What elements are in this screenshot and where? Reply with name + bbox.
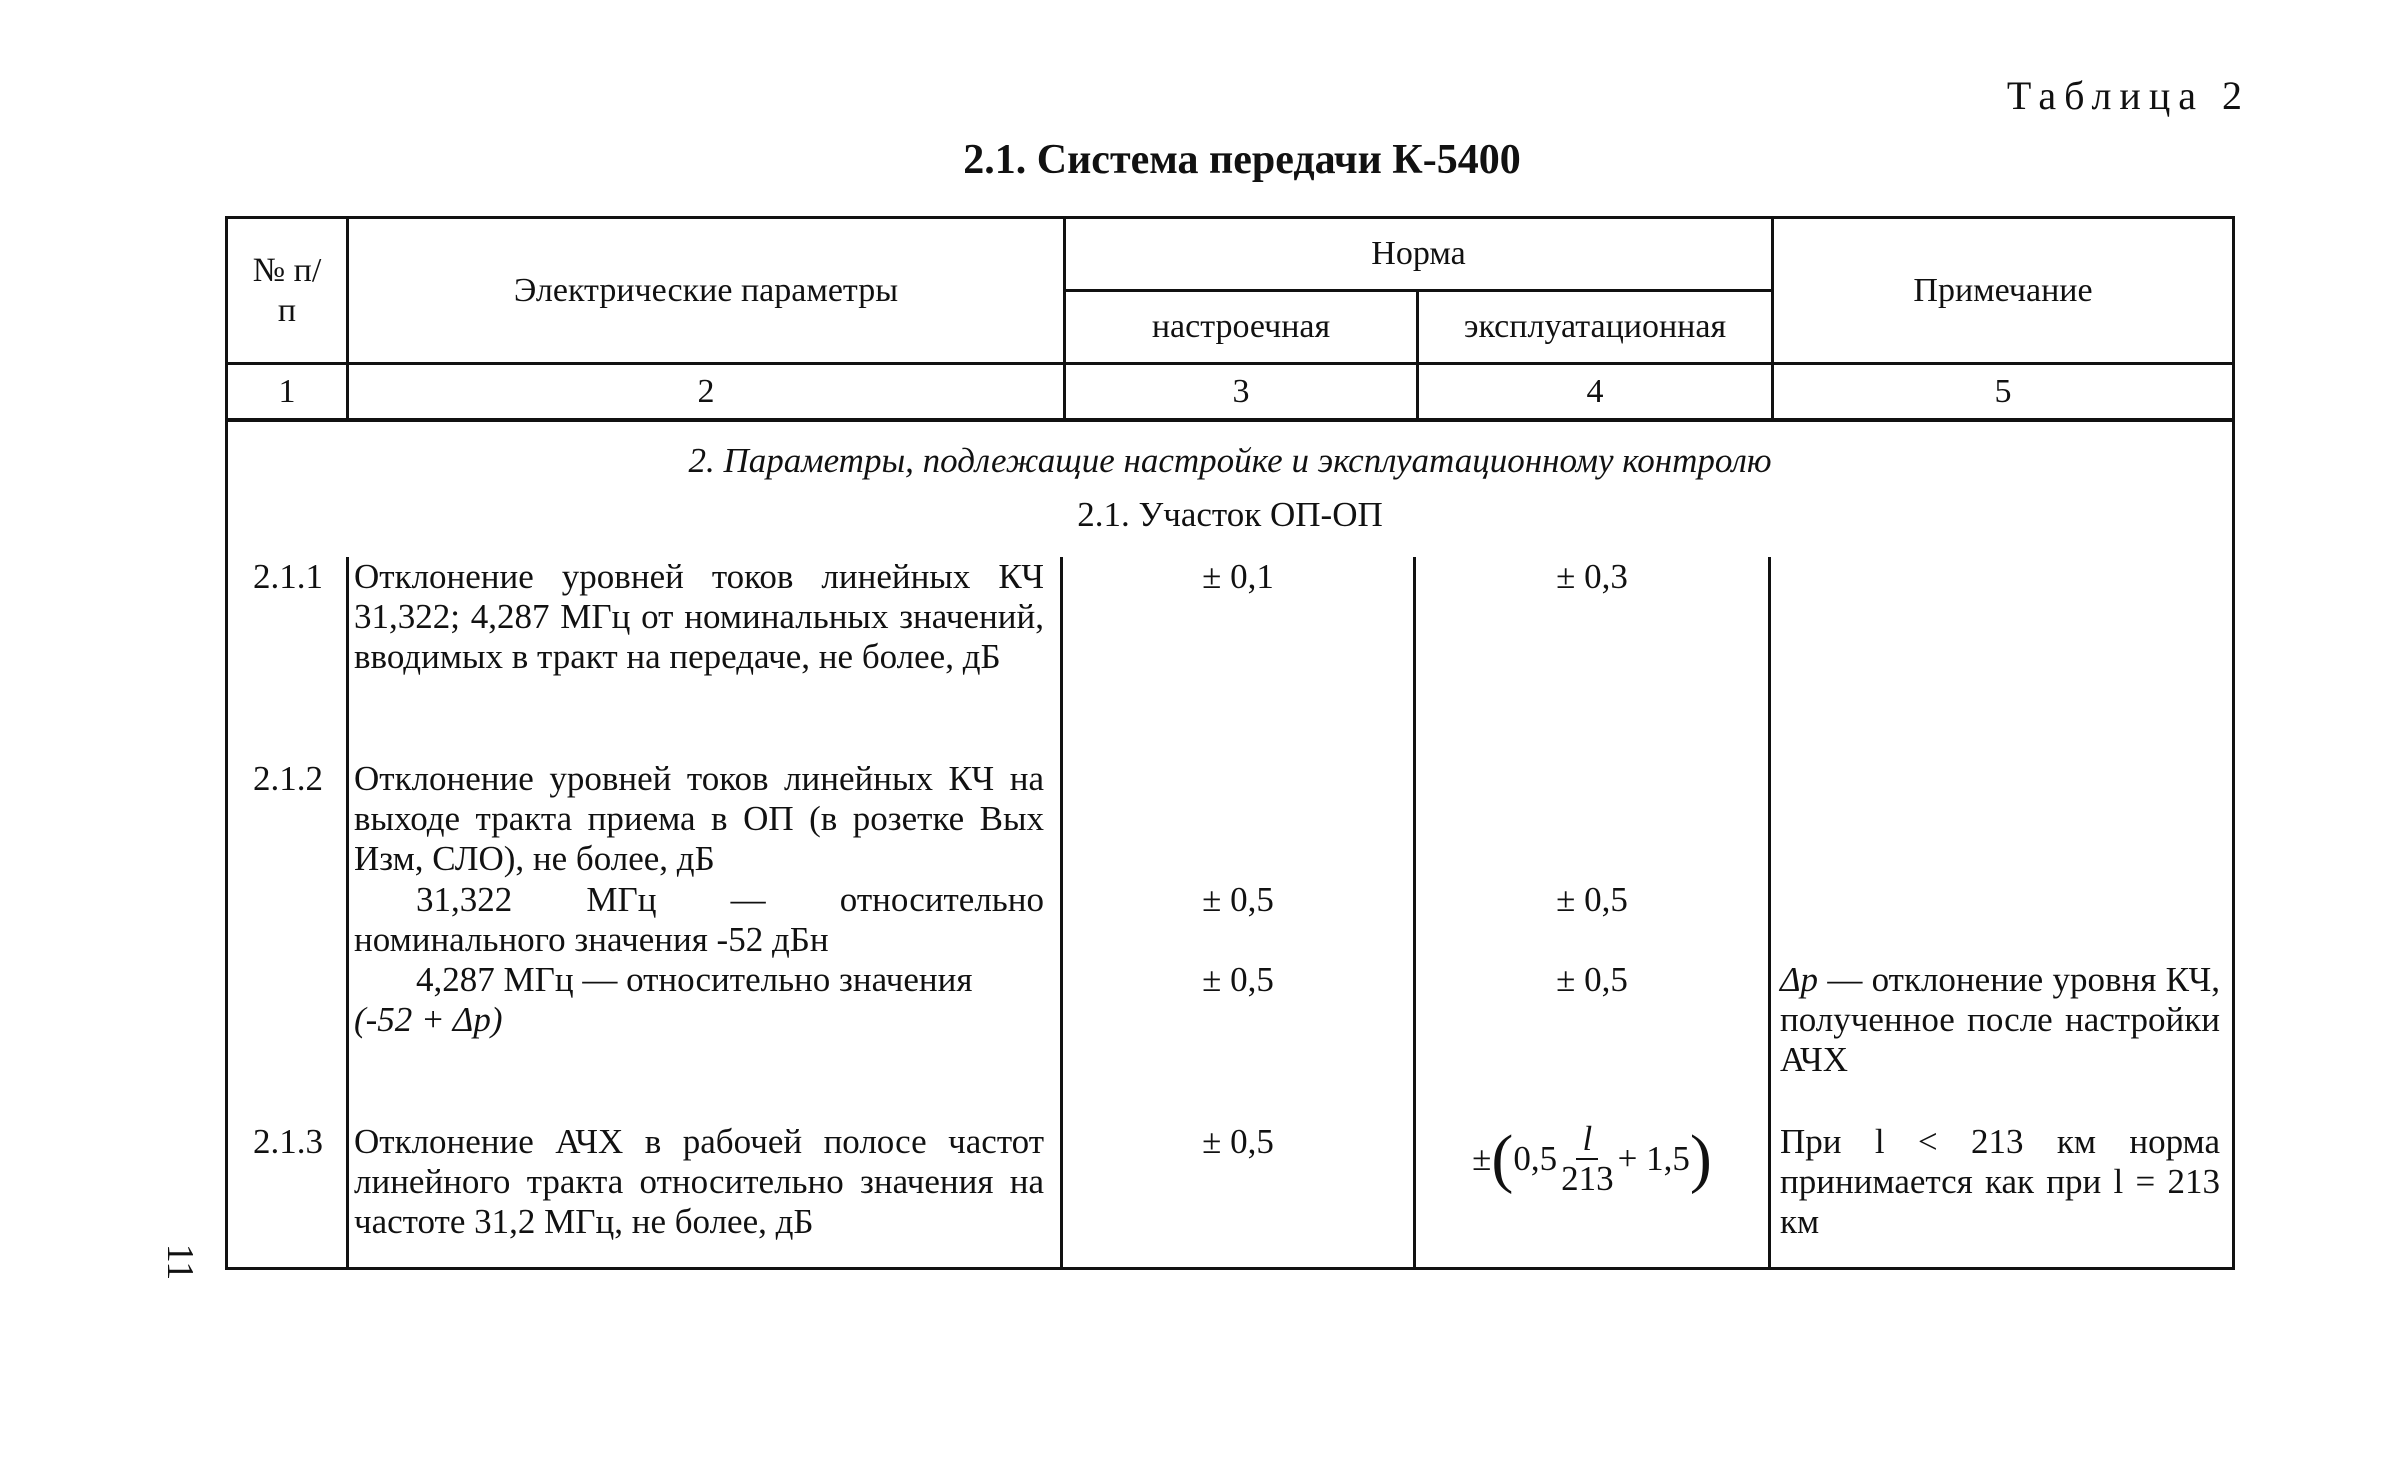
table-caption: Таблица 2 (2006, 73, 2250, 118)
row-2-1-1-number: 2.1.1 (253, 557, 323, 596)
formula-right-paren: ) (1689, 1122, 1712, 1195)
row-2-1-2-sub2-parameter (354, 960, 1044, 1000)
column-number-3: 3 (1232, 372, 1250, 410)
row-2-1-2-sub2-setup-norm: ± 0,5 (1202, 960, 1274, 999)
col-divider-4-body (1768, 557, 1771, 1269)
section-title: 2. Параметры, подлежащие настройке и эксплуатационному контролю (688, 441, 1772, 480)
column-numbers-bottom-line (228, 418, 2232, 422)
formula-coefficient: 0,5 (1513, 1139, 1558, 1178)
row-2-1-2-sub1-setup-norm: ± 0,5 (1202, 880, 1274, 919)
row-2-1-2-parameter: Отклонение уровней токов линейных КЧ на выходе тракта приема в ОП (в розетке Вых Изм, СЛО), не более, дБ (354, 759, 1044, 878)
formula-denominator: 213 (1561, 1159, 1614, 1198)
header-note: Примечание (1913, 271, 2093, 309)
row-2-1-1-operational-norm: ± 0,3 (1556, 557, 1628, 596)
parameters-table (225, 216, 2235, 1270)
formula-numerator: l (1576, 1120, 1598, 1160)
row-2-1-2-sub1-operational-norm: ± 0,5 (1556, 880, 1628, 919)
column-number-1: 1 (278, 372, 296, 410)
document-title: 2.1. Система передачи К-5400 (963, 137, 1521, 183)
row-2-1-3-parameter: Отклонение АЧХ в рабочей полосе частот линейного тракта относительно значения на частоте 31,2 МГц, не более, дБ (354, 1122, 1044, 1241)
column-number-5: 5 (1994, 372, 2012, 410)
header-norm-operational: эксплуатационная (1463, 307, 1727, 345)
page-number: 11 (159, 1243, 201, 1281)
formula-sign: ± (1472, 1139, 1492, 1178)
formula-fraction (1561, 1120, 1614, 1198)
header-norm: Норма (1371, 235, 1466, 272)
header-norm-setup: настроечная (1151, 307, 1331, 345)
row-2-1-2-sub2-formula: (-52 + Δp) (354, 1000, 503, 1039)
row-2-1-3-note: При l < 213 км норма принимается как при l = 213 км (1780, 1122, 2220, 1241)
row-2-1-3-number: 2.1.3 (253, 1122, 323, 1161)
delta-p-symbol: Δp (1780, 960, 1819, 999)
row-2-1-1-parameter: Отклонение уровней токов линейных КЧ 31,322; 4,287 МГц от номинальных значений, вводимых в тракт на передаче, не более, дБ (354, 557, 1044, 676)
formula-plus-term: + 1,5 (1617, 1139, 1690, 1178)
row-2-1-1-setup-norm: ± 0,1 (1202, 557, 1274, 596)
row-2-1-2-sub2-operational-norm: ± 0,5 (1556, 960, 1628, 999)
header-num: № п/п (252, 251, 322, 329)
column-number-2: 2 (697, 372, 715, 410)
col-divider-1-body (346, 557, 349, 1269)
header-params: Электрические параметры (513, 271, 899, 309)
row-2-1-2-sub2-note-text: — отклонение уровня КЧ, полученное после настройки АЧХ (1780, 960, 2220, 1079)
subsection-title: 2.1. Участок ОП-ОП (1077, 495, 1383, 534)
row-2-1-2-sub2-parameter-main: 4,287 МГц — относительно значения (416, 960, 973, 999)
row-2-1-3-setup-norm: ± 0,5 (1202, 1122, 1274, 1161)
row-2-1-3-operational-formula (1416, 1109, 1768, 1209)
row-2-1-2-sub1-parameter: 31,322 МГц — относительно номинального значения -52 дБн (354, 880, 1044, 959)
column-number-4: 4 (1586, 372, 1604, 410)
row-2-1-2-number: 2.1.2 (253, 759, 323, 798)
formula-left-paren: ( (1491, 1122, 1514, 1195)
row-2-1-2-sub2-note (1780, 960, 2220, 1080)
